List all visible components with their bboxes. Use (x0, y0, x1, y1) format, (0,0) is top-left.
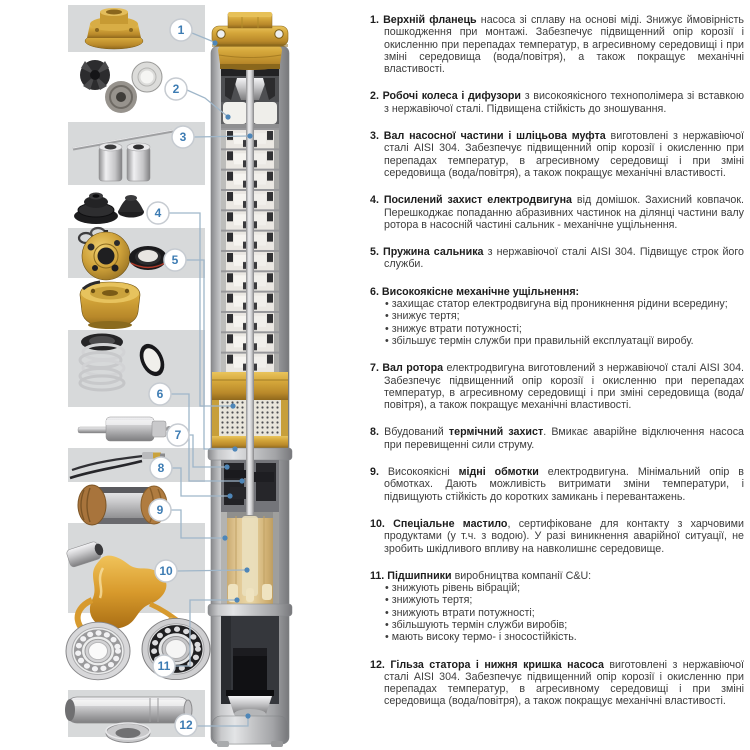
part-photo-rotor-shaft (78, 417, 172, 441)
description-number: 6. (370, 285, 379, 298)
leader-dot-1 (212, 40, 217, 45)
bullet-item: • збільшують термін служби виробів; (385, 618, 568, 631)
descriptions-column (370, 14, 744, 723)
callout-number-1: 1 (177, 23, 185, 37)
bullet-item: • захищає статор електродвигуна від проникнення рідини всередину; (385, 298, 728, 311)
description-item-4: 4. Посилений захист електродвигуна від домішок. Захисний ковпачок. Перешкоджає попаданню абразивних частинок на ділянці частини валу ротора в насосній частині сальник - механічне ущільнення. (370, 194, 744, 231)
description-item-10: 10. Спеціальне мастило, сертифіковане для контакту з харчовими продуктами (у т.ч. з водою). У разі виникнення аварійної ситуації, не зробить шкідливого впливу на навколишнє середовище. (370, 517, 744, 555)
callout-number-12: 12 (179, 718, 193, 732)
description-lead: Вал ротора (382, 362, 444, 375)
description-lead: Верхній фланець (383, 14, 477, 26)
description-lead: Вал насосної частини і шліцьова муфта (383, 130, 606, 143)
callout-number-8: 8 (157, 461, 165, 475)
callout-number-2: 2 (172, 82, 180, 96)
description-number: 3. (370, 130, 379, 143)
description-lead: Посилений захист електродвигуна (383, 194, 573, 207)
bullet-item: • знижують втрати потужності; (385, 606, 535, 619)
top-flange-cap (212, 12, 288, 70)
description-lead: Пружина сальника (383, 246, 484, 259)
callout-number-4: 4 (154, 206, 162, 220)
flange-hole-right (275, 30, 283, 38)
leader-dot-3 (247, 133, 252, 138)
description-lead: Гільза статора і нижня кришка насоса (390, 658, 604, 671)
description-item-6 (370, 286, 744, 347)
bullet-item: • мають високу термо- і зносостійкість. (385, 631, 577, 644)
callout-number-7: 7 (174, 428, 182, 442)
description-number: 1. (370, 14, 379, 26)
leader-dot-10 (244, 567, 249, 572)
bullet-item: • знижує втрати потужності; (385, 322, 522, 335)
description-item-12: 12. Гільза статора і нижня кришка насоса виготовлені з нержавіючої сталі AISI 304. Забезпечує підвищенний опір корозії і окисленню при перепадах температур, в агресивному середовищі і при зміні середовища (вода/повітря), а також покращує механічні властивості. (370, 658, 744, 708)
leader-dot-12 (245, 713, 250, 718)
callout-number-11: 11 (157, 659, 171, 673)
leader-dot-6 (239, 478, 244, 483)
flange-hole-left (217, 30, 225, 38)
callout-number-9: 9 (156, 503, 164, 517)
leader-dot-7 (224, 464, 229, 469)
description-item-9: 9. Високоякісні мідні обмотки електродвигуна. Мінімальний опір в обмотках. Дають можливість витримати зміни температури, і підвищують стійкість до коротких замикань і перевантажень. (370, 466, 744, 503)
description-lead: термічний захист (448, 426, 544, 439)
callout-number-3: 3 (179, 130, 187, 144)
leader-dot-8 (227, 493, 232, 498)
bullet-item: • знижують тертя; (385, 594, 473, 607)
pump-cross-section (208, 12, 292, 747)
leader-dot-9 (222, 535, 227, 540)
description-lead: Високоякісне механічне ущільнення: (381, 285, 580, 298)
description-number: 11. (370, 569, 385, 582)
description-lead: мідні обмотки (458, 466, 539, 479)
description-item-3: 3. Вал насосної частини і шліцьова муфта виготовлені з нержавіючої сталі AISI 304. Забезпечує підвищенний опір корозії і окисленню при перепадах температур, в агресивному середовищі і при зміні середовища (вода/повітря), а також покращує механічні властивості. (370, 130, 744, 179)
bullet-item: • знижують рівень вібрацій; (385, 582, 521, 595)
part-photo-rubber-caps (74, 193, 144, 225)
bullet-item: • знижує тертя; (385, 310, 460, 323)
description-number: 4. (370, 194, 379, 207)
description-lead: Підшипники (387, 569, 452, 582)
leader-dot-4 (230, 403, 235, 408)
part-photo-impeller-set (80, 60, 162, 113)
description-number: 2. (370, 90, 379, 103)
description-number: 7. (370, 362, 379, 375)
part-photo-ball-bearings (66, 618, 210, 679)
description-item-5: 5. Пружина сальника з нержавіючої сталі AISI 304. Підвищує строк його служби. (370, 246, 744, 271)
description-item-7: 7. Вал ротора електродвигуна виготовлений з нержавіючої сталі AISI 304. Забезпечує підвищенний опір корозії і окисленню при перепадах температур, в агресивному середовищі і при зміні середовища (вода/повітря), а також покращує механічні властивості. (370, 362, 744, 412)
description-number: 12. (370, 658, 385, 671)
description-number: 5. (370, 246, 379, 259)
description-lead: Спеціальне мастило (393, 517, 508, 530)
leader-dot-2 (225, 114, 230, 119)
leader-dot-11 (234, 597, 239, 602)
description-item-11: 11. Підшипники виробництва компанії C&U: • знижують рівень вібрацій; • знижують тертя; • знижують втрати потужності; • збільшують термін служби виробів; • мають високу термо- і зносостійкість. (370, 570, 744, 644)
description-item-2: 2. Робочі колеса і дифузори з високоякісного технополімера зі вставкою з нержавіючої сталі. Підвищена стійкість до зношування. (370, 90, 744, 115)
callout-number-6: 6 (156, 387, 164, 401)
description-item-1: 1. Верхній фланець насоса зі сплаву на основі міді. Знижує ймовірність пошкодження при монтажі. Забезпечує підвищенний опір корозії і окисленню при перепадах температур, в агресивному середовищі і при зміні середовища (вода/повітря), а також покращує механічні властивості. (370, 14, 744, 76)
pump-diagram (0, 0, 370, 750)
description-item-8: 8. Вбудований термічний захист. Вмикає аварійне відключення насоса при перевищенні сили струму. (370, 426, 745, 451)
leader-dot-5 (232, 446, 237, 451)
description-lead: Робочі колеса і дифузори (382, 90, 522, 103)
description-number: 10. (370, 517, 385, 530)
part-photo-brass-bowl (80, 282, 140, 329)
description-number: 8. (370, 426, 379, 439)
callout-number-5: 5 (171, 253, 179, 267)
callout-number-10: 10 (159, 564, 173, 578)
description-number: 9. (370, 466, 379, 479)
bullet-item: • збільшує термін служби при правильній експлуатації виробу. (385, 334, 694, 347)
